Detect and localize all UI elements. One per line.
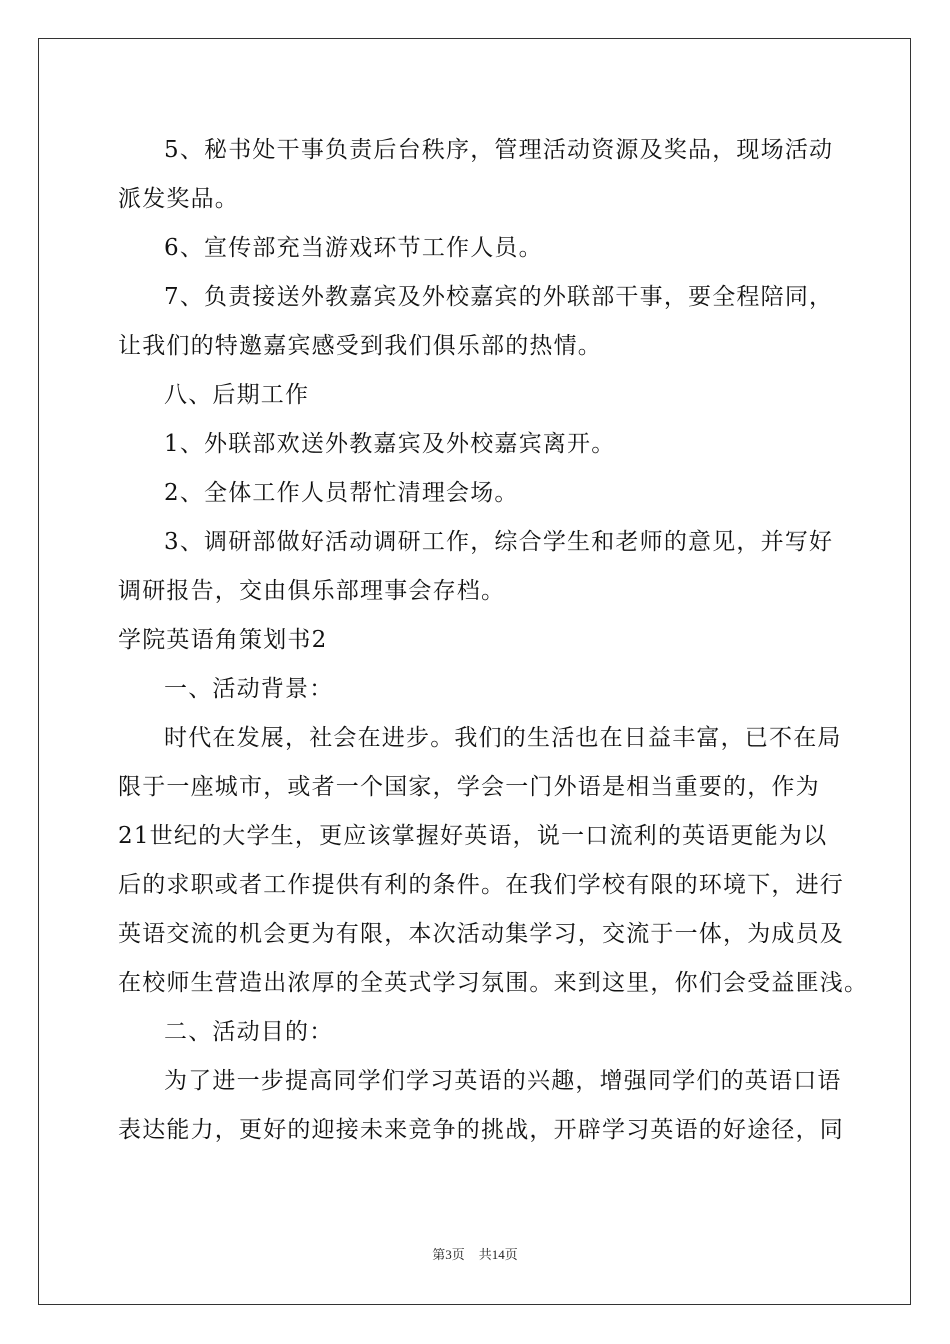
text-line: 21世纪的大学生，更应该掌握好英语，说一口流利的英语更能为以: [118, 823, 828, 849]
text-line: 八、后期工作: [164, 382, 310, 408]
text-line: 5、秘书处干事负责后台秩序，管理活动资源及奖品，现场活动: [164, 137, 834, 163]
text-line: 1、外联部欢送外教嘉宾及外校嘉宾离开。: [164, 431, 616, 457]
text-line: 英语交流的机会更为有限，本次活动集学习，交流于一体，为成员及: [118, 921, 844, 947]
text-line: 派发奖品。: [118, 186, 239, 212]
page-footer: [0, 1246, 950, 1264]
text-line: 表达能力，更好的迎接未来竞争的挑战，开辟学习英语的好途径，同: [118, 1117, 844, 1143]
text-line: 在校师生营造出浓厚的全英式学习氛围。来到这里，你们会受益匪浅。: [118, 970, 869, 996]
page-number: 第3页: [432, 1247, 465, 1262]
text-line: 学院英语角策划书2: [118, 627, 328, 653]
text-line: 2、全体工作人员帮忙清理会场。: [164, 480, 519, 506]
text-line: 3、调研部做好活动调研工作，综合学生和老师的意见，并写好: [164, 529, 834, 555]
text-line: 为了进一步提高同学们学习英语的兴趣，增强同学们的英语口语: [164, 1068, 842, 1094]
text-line: 时代在发展，社会在进步。我们的生活也在日益丰富，已不在局: [164, 725, 842, 751]
text-line: 6、宣传部充当游戏环节工作人员。: [164, 235, 543, 261]
document-body: [118, 126, 869, 1155]
page-total: 共14页: [478, 1247, 518, 1262]
text-line: 7、负责接送外教嘉宾及外校嘉宾的外联部干事，要全程陪同，: [164, 284, 834, 310]
text-line: 二、活动目的：: [164, 1019, 334, 1045]
text-line: 限于一座城市，或者一个国家，学会一门外语是相当重要的，作为: [118, 774, 820, 800]
text-line: 后的求职或者工作提供有利的条件。在我们学校有限的环境下，进行: [118, 872, 844, 898]
text-line: 调研报告，交由俱乐部理事会存档。: [118, 578, 506, 604]
text-line: 一、活动背景：: [164, 676, 334, 702]
text-line: 让我们的特邀嘉宾感受到我们俱乐部的热情。: [118, 333, 602, 359]
